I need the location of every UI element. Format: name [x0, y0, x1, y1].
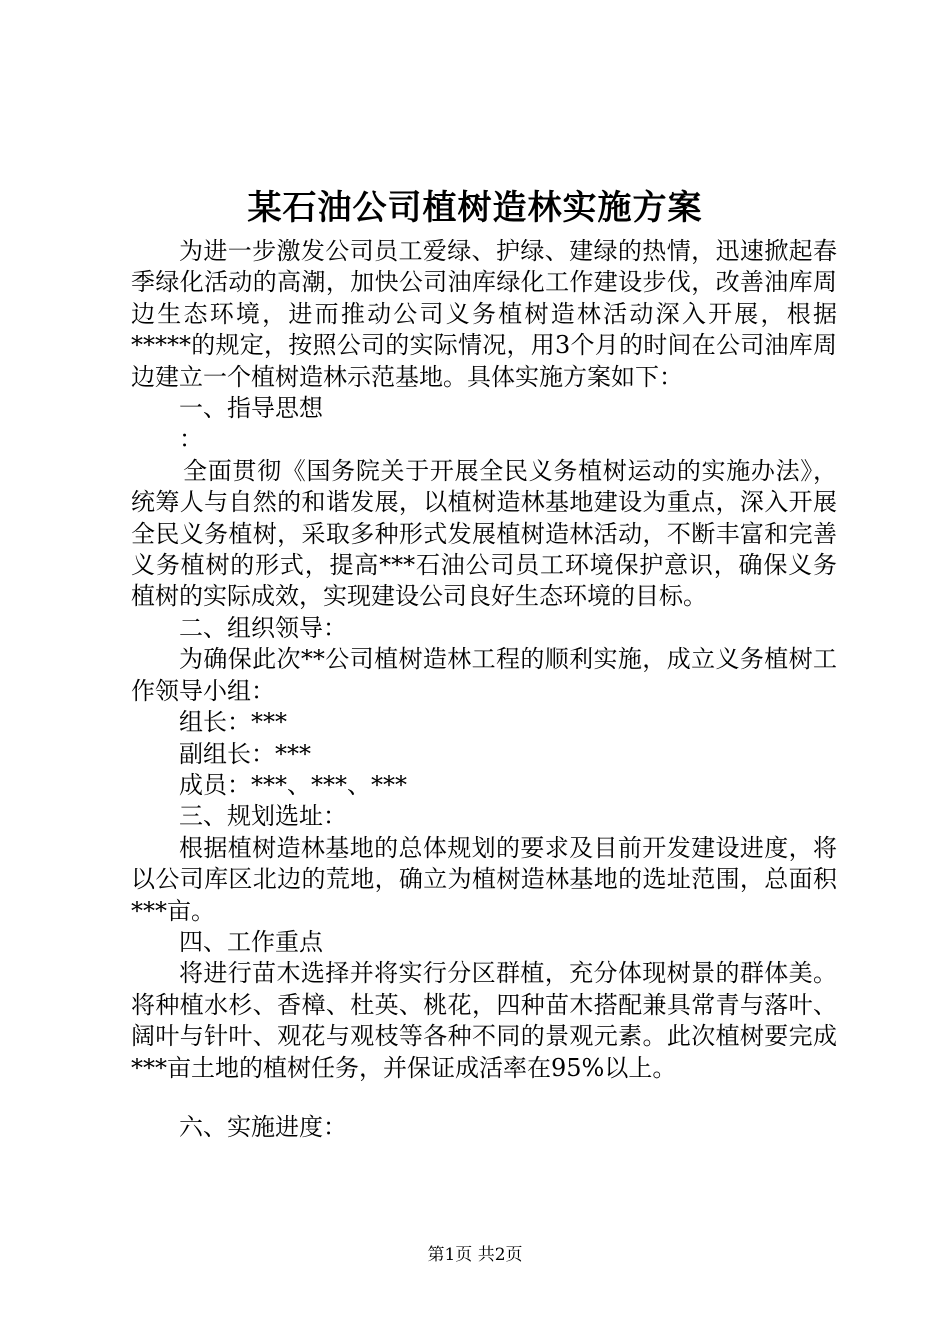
guiding-ideology-paragraph: 全面贯彻《国务院关于开展全民义务植树运动的实施办法》，统筹人与自然的和谐发展，以植树造林基地建设为重点，深入开展全民义务植树，采取多种形式发展植树造林活动，不断丰富和完善义务植树的形式，提高***石油公司员工环境保护意识，确保义务植树的实际成效，实现建设公司良好生态环境的目标。 — [131, 456, 837, 611]
section-heading-site-planning: 三、规划选址： — [179, 802, 347, 831]
section-heading-organization: 二、组织领导： — [179, 613, 347, 642]
team-leader-line: 组长：*** — [179, 708, 287, 737]
section-heading-guiding-ideology: 一、指导思想 — [179, 394, 323, 423]
section-heading-schedule: 六、实施进度： — [179, 1112, 347, 1141]
colon-line: ： — [179, 425, 203, 454]
deputy-leader-line: 副组长：*** — [179, 739, 311, 768]
members-line: 成员：***、***、*** — [179, 770, 407, 799]
page-footer: 第1页 共2页 — [427, 1245, 523, 1265]
document-title: 某石油公司植树造林实施方案 — [247, 188, 703, 228]
organization-paragraph: 为确保此次**公司植树造林工程的顺利实施，成立义务植树工作领导小组： — [131, 645, 837, 705]
document-body — [131, 236, 837, 1143]
section-heading-work-focus: 四、工作重点 — [179, 927, 323, 956]
intro-paragraph: 为进一步激发公司员工爱绿、护绿、建绿的热情，迅速掀起春季绿化活动的高潮，加快公司油库绿化工作建设步伐，改善油库周边生态环境，进而推动公司义务植树造林活动深入开展，根据*****的规定，按照公司的实际情况，用3个月的时间在公司油库周边建立一个植树造林示范基地。具体实施方案如下： — [131, 237, 837, 391]
site-planning-paragraph: 根据植树造林基地的总体规划的要求及目前开发建设进度，将以公司库区北边的荒地，确立为植树造林基地的选址范围，总面积***亩。 — [131, 833, 837, 925]
work-focus-paragraph: 将进行苗木选择并将实行分区群植，充分体现树景的群体美。将种植水杉、香樟、杜英、桃花，四种苗木搭配兼具常青与落叶、阔叶与针叶、观花与观枝等各种不同的景观元素。此次植树要完成***亩土地的植树任务，并保证成活率在95%以上。 — [131, 959, 837, 1082]
